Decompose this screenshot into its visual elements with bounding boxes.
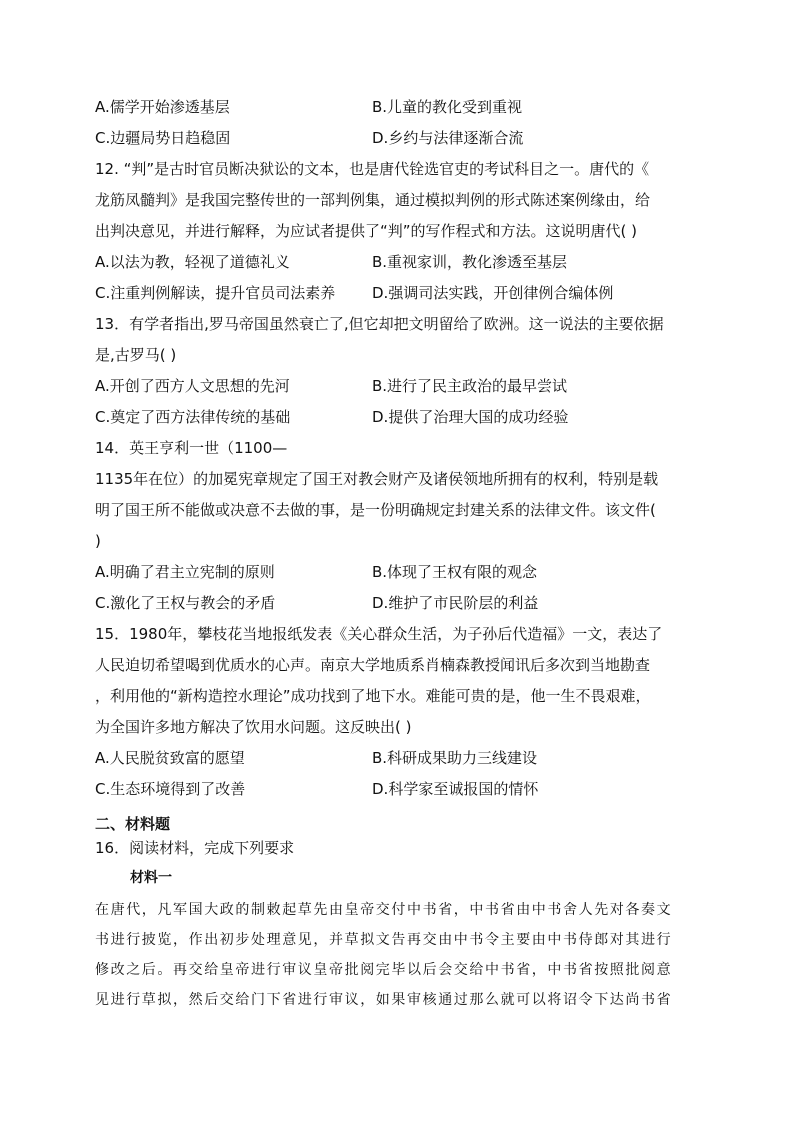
q13-options-row-1 — [95, 371, 700, 402]
q11-options-row-2 — [95, 123, 700, 154]
q14-stem-line-2: 1135年在位）的加冕宪章规定了国王对教会财产及诸侯领地所拥有的权利，特别是载 — [95, 470, 659, 488]
q15-stem-line-3: ，利用他的“新构造控水理论”成功找到了地下水。难能可贵的是，他一生不畏艰难， — [95, 687, 651, 705]
q12-stem-line-1: 12. “判”是古时官员断决狱讼的文本，也是唐代铨选官吏的考试科目之一。唐代的《 — [95, 160, 650, 178]
section-heading: 二、材料题 — [95, 815, 171, 833]
page-content — [95, 92, 700, 1015]
material-1-title: 材料一 — [130, 870, 172, 886]
q15-stem-line-4: 为全国许多地方解决了饮用水问题。这反映出( ) — [95, 718, 412, 736]
q13-option-c: C.奠定了西方法律传统的基础 — [95, 408, 291, 426]
q15-options-row-1 — [95, 743, 700, 774]
q14-stem-line-3: 明了国王所不能做或决意不去做的事，是一份明确规定封建关系的法律文件。该文件( — [95, 501, 656, 519]
q12-options-row-1 — [95, 247, 700, 278]
q13-option-d: D.提供了治理大国的成功经验 — [372, 408, 569, 426]
material-1-line-4: 见进行草拟，然后交给门下省进行审议，如果审核通过那么就可以将诏令下达尚书省 — [95, 992, 673, 1008]
q15-stem-line-2: 人民迫切希望喝到优质水的心声。南京大学地质系肖楠森教授闻讯后多次到当地勘查 — [95, 656, 651, 674]
q14-options-row-1 — [95, 557, 700, 588]
q11-option-a: A.儒学开始渗透基层 — [95, 98, 230, 116]
q11-option-c: C.边疆局势日趋稳固 — [95, 129, 231, 147]
q12-option-c: C.注重判例解读，提升官员司法素养 — [95, 284, 336, 302]
material-1-line-2: 书进行披览，作出初步处理意见，并草拟文告再交由中书令主要由中书侍郎对其进行 — [95, 932, 673, 948]
q13-stem-line-1: 13．有学者指出,罗马帝国虽然衰亡了,但它却把文明留给了欧洲。这一说法的主要依据 — [95, 315, 664, 333]
q13-option-b: B.进行了民主政治的最早尝试 — [372, 377, 568, 395]
q15-option-d: D.科学家至诚报国的情怀 — [372, 780, 539, 798]
q15-options-row-2 — [95, 774, 700, 805]
q14-option-a: A.明确了君主立宪制的原则 — [95, 563, 275, 581]
material-1-line-1: 在唐代，凡军国大政的制敕起草先由皇帝交付中书省，中书省由中书舍人先对各奏文 — [95, 902, 673, 918]
q16-stem: 16．阅读材料，完成下列要求 — [95, 839, 295, 857]
q12-option-d: D.强调司法实践，开创律例合编体例 — [372, 284, 614, 302]
q15-stem-line-1: 15．1980年，攀枝花当地报纸发表《关心群众生活，为子孙后代造福》一文，表达了 — [95, 625, 663, 643]
q13-option-a: A.开创了西方人文思想的先河 — [95, 377, 290, 395]
q14-stem-line-1: 14．英王亨利一世（1100— — [95, 439, 288, 457]
material-1-line-3: 修改之后。再交给皇帝进行审议皇帝批阅完毕以后会交给中书省，中书省按照批阅意 — [95, 962, 673, 978]
q11-options-row-1 — [95, 92, 700, 123]
q12-stem-line-2: 龙筋凤髓判》是我国完整传世的一部判例集，通过模拟判例的形式陈述案例缘由，给 — [95, 191, 651, 209]
q12-option-a: A.以法为教，轻视了道德礼义 — [95, 253, 290, 271]
q14-option-d: D.维护了市民阶层的利益 — [372, 594, 539, 612]
q12-options-row-2 — [95, 278, 700, 309]
q11-option-b: B.儿童的教化受到重视 — [372, 98, 523, 116]
q14-option-c: C.激化了王权与教会的矛盾 — [95, 594, 276, 612]
q15-option-b: B.科研成果助力三线建设 — [372, 749, 538, 767]
q15-option-a: A.人民脱贫致富的愿望 — [95, 749, 245, 767]
q14-option-b: B.体现了王权有限的观念 — [372, 563, 538, 581]
q14-options-row-2 — [95, 588, 700, 619]
q12-option-b: B.重视家训，教化渗透至基层 — [372, 253, 568, 271]
q11-option-d: D.乡约与法律逐渐合流 — [372, 129, 524, 147]
q15-option-c: C.生态环境得到了改善 — [95, 780, 246, 798]
q12-stem-line-3: 出判决意见，并进行解释，为应试者提供了“判”的写作程式和方法。这说明唐代( ) — [95, 222, 638, 240]
q13-options-row-2 — [95, 402, 700, 433]
q14-stem-line-4: ) — [95, 532, 101, 550]
q13-stem-line-2: 是,古罗马( ) — [95, 346, 177, 364]
